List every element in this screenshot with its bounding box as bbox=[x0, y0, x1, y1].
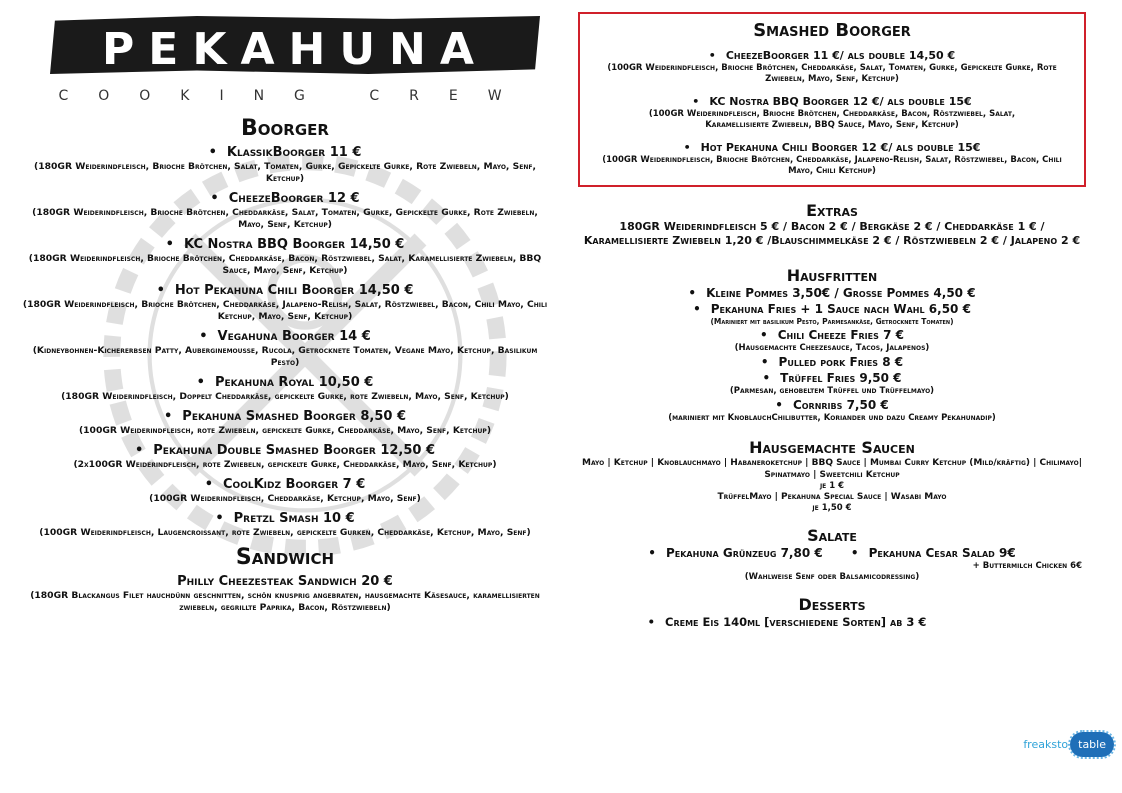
item-description: (180GR Weiderindfleisch, Brioche Brötchen, Cheddarkäse, Salat, Tomaten, Gurke, Gepickelte Gurke, Rote Zwiebeln, Mayo, Senf, Ketchup) bbox=[32, 207, 538, 230]
fries-item: • Pekahuna Fries + 1 Sauce nach Wahl 6,50 € bbox=[578, 301, 1086, 317]
item-description: (100GR Weiderindfleisch, Laugencroissant, rote Zwiebeln, gepickelte Gurken, Cheddarkäse, Ketchup, Mayo, Senf) bbox=[39, 527, 531, 538]
list-item bbox=[20, 477, 550, 505]
item-name: • Pretzl Smash 10 € bbox=[20, 511, 550, 527]
item-name: • KlassikBoorger 11 € bbox=[20, 145, 550, 161]
list-item bbox=[20, 237, 550, 277]
item-name: • CoolKidz Boorger 7 € bbox=[20, 477, 550, 493]
desserts-section-title: Desserts bbox=[798, 595, 866, 614]
fries-item: • Chili Cheeze Fries 7 € bbox=[578, 327, 1086, 343]
boorger-list bbox=[20, 145, 550, 539]
partner-logo-badge: table bbox=[1070, 732, 1114, 757]
sauces-price: je 1,50 € bbox=[812, 503, 852, 513]
list-item bbox=[20, 443, 550, 471]
salate-item: • Pekahuna Cesar Salad 9€ bbox=[851, 546, 1016, 560]
sauces-price: je 1 € bbox=[819, 481, 845, 491]
right-column bbox=[578, 12, 1086, 630]
item-name: Philly Cheezesteak Sandwich 20 € bbox=[177, 574, 393, 589]
sandwich-section-title: Sandwich bbox=[235, 545, 335, 570]
salate-item: • Pekahuna Grünzeug 7,80 € bbox=[648, 546, 822, 560]
desserts-item: • Creme Eis 140ml [verschiedene Sorten] ab 3 € bbox=[578, 614, 1086, 630]
item-description: (180GR Weiderindfleisch, Brioche Brötchen, Salat, Tomaten, Gurke, Gepickelte Gurke, Rote Zwiebeln, Mayo, Senf, Ketchup) bbox=[34, 161, 536, 184]
fries-item: • Kleine Pommes 3,50€ / Grosse Pommes 4,50 € bbox=[578, 285, 1086, 301]
list-item bbox=[20, 283, 550, 323]
list-item bbox=[20, 191, 550, 231]
logo-subtitle: COOKING CREW bbox=[58, 88, 532, 104]
item-name: • KC Nostra BBQ Boorger 12 €/ als double 15€ bbox=[584, 95, 1080, 109]
partner-logo-text: freaksto bbox=[1023, 738, 1069, 751]
fries-note: (Parmesan, gehobeltem Trüffel und Trüffelmayo) bbox=[729, 386, 935, 396]
boorger-section-title: Boorger bbox=[241, 116, 329, 141]
list-item bbox=[20, 511, 550, 539]
salate-note: (Wahlweise Senf oder Balsamicodressing) bbox=[744, 572, 920, 582]
item-description: (Kidneybohnen-Kichererbsen Patty, Auberginemousse, Rucola, Getrocknete Tomaten, Vegane Mayo, Ketchup, Basilikum Pesto) bbox=[32, 345, 538, 368]
item-description: (100GR Weiderindfleisch, rote Zwiebeln, gepickelte Gurke, Cheddarkäse, Mayo, Senf, Ketchup) bbox=[78, 425, 492, 436]
extras-section-title: Extras bbox=[806, 201, 858, 220]
item-name: • KC Nostra BBQ Boorger 14,50 € bbox=[20, 237, 550, 253]
sauces-section-title: Hausgemachte Saucen bbox=[749, 438, 915, 457]
item-name: • Hot Pekahuna Chili Boorger 14,50 € bbox=[20, 283, 550, 299]
extras-text: 180GR Weiderindfleisch 5 € / Bacon 2 € / Bergkäse 2 € / Cheddarkäse 1 € / Karamellisierte Zwiebeln 1,20 € /Blauschimmelkäse 2 € / Röstzwiebeln 2 € / Jalapeno 2 € bbox=[583, 220, 1081, 247]
smashed-boorger-box bbox=[578, 12, 1086, 187]
item-description: (2x100GR Weiderindfleisch, rote Zwiebeln, gepickelte Gurke, Cheddarkäse, Mayo, Senf, Ketchup) bbox=[73, 459, 497, 470]
left-menu-content bbox=[20, 116, 550, 614]
fries-note: (Hausgemachte Cheezesauce, Tacos, Jalapenos) bbox=[734, 343, 930, 353]
list-item bbox=[20, 329, 550, 369]
item-name: • Pekahuna Double Smashed Boorger 12,50 € bbox=[20, 443, 550, 459]
list-item bbox=[584, 141, 1080, 177]
item-description: (180GR Weiderindfleisch, Brioche Brötchen, Cheddarkäse, Bacon, Röstzwiebel, Salat, Karamellisierte Zwiebeln, BBQ Sauce, Mayo, Senf, Ketchup) bbox=[28, 253, 542, 276]
item-description: (100GR Weiderindfleisch, Brioche Brötchen, Cheddarkäse, Bacon, Röstzwiebel, Salat, Karamellisierte Zwiebeln, BBQ Sauce, Mayo, Senf, Ketchup) bbox=[648, 109, 1016, 130]
list-item bbox=[584, 95, 1080, 131]
item-name: • Pekahuna Royal 10,50 € bbox=[20, 375, 550, 391]
left-column bbox=[20, 10, 550, 620]
list-item bbox=[20, 375, 550, 403]
sandwich-item bbox=[20, 574, 550, 614]
salate-addon: + Buttermilch Chicken 6€ bbox=[972, 561, 1082, 571]
item-description: (100GR Weiderindfleisch, Cheddarkäse, Ketchup, Mayo, Senf) bbox=[149, 493, 421, 504]
fries-item: • Trüffel Fries 9,50 € bbox=[578, 370, 1086, 386]
smashed-section-title: Smashed Boorger bbox=[753, 20, 911, 41]
fries-item: • Cornribs 7,50 € bbox=[578, 397, 1086, 413]
item-name: • CheezeBoorger 12 € bbox=[20, 191, 550, 207]
item-name: • Pekahuna Smashed Boorger 8,50 € bbox=[20, 409, 550, 425]
item-name: • Hot Pekahuna Chili Boorger 12 €/ als double 15€ bbox=[584, 141, 1080, 155]
item-description: (180GR Weiderindfleisch, Brioche Brötchen, Cheddarkäse, Jalapeno-Relish, Salat, Röstzwiebel, Bacon, Chili Mayo, Chili Ketchup, Mayo, Senf, Ketchup) bbox=[22, 299, 548, 322]
sauces-list: TrüffelMayo | Pekahuna Special Sauce | Wasabi Mayo bbox=[717, 492, 947, 502]
list-item bbox=[584, 49, 1080, 85]
item-name: • CheezeBoorger 11 €/ als double 14,50 € bbox=[584, 49, 1080, 63]
fries-note: (mariniert mit KnoblauchChilibutter, Koriander und dazu Creamy Pekahunadip) bbox=[668, 413, 996, 423]
item-description: (100GR Weiderindfleisch, Brioche Brötchen, Cheddarkäse, Jalapeno-Relish, Salat, Röstzwiebel, Bacon, Chili Mayo, Chili Ketchup) bbox=[602, 155, 1062, 176]
partner-logo bbox=[1023, 732, 1114, 757]
item-description: (180GR Blackangus Filet hauchdünn geschnitten, schön knusprig angebraten, hausgemachte Käsesauce, karamellisierten zwiebeln, gegrillte Paprika, Bacon, Röstzwiebeln) bbox=[30, 590, 540, 613]
item-name: • Vegahuna Boorger 14 € bbox=[20, 329, 550, 345]
list-item bbox=[20, 409, 550, 437]
fries-section-title: Hausfritten bbox=[786, 266, 878, 285]
sauces-list: Mayo | Ketchup | Knoblauchmayo | Habaneroketchup | BBQ Sauce | Mumbai Curry Ketchup (Mild/kräftig) | Chilimayo| Spinatmayo | Sweetchili Ketchup bbox=[581, 458, 1083, 480]
item-description: (180GR Weiderindfleisch, Doppelt Cheddarkäse, gepickelte Gurke, rote Zwiebeln, Mayo, Senf, Ketchup) bbox=[61, 391, 509, 402]
logo-brand-text: PEKAHUNA bbox=[102, 24, 488, 75]
list-item bbox=[20, 145, 550, 185]
brand-logo bbox=[50, 10, 550, 110]
salate-section-title: Salate bbox=[807, 526, 857, 545]
item-description: (100GR Weiderindfleisch, Brioche Brötchen, Cheddarkäse, Salat, Tomaten, Gurke, Gepickelte Gurke, Rote Zwiebeln, Mayo, Senf, Ketchup) bbox=[607, 63, 1057, 84]
salate-items bbox=[578, 545, 1086, 561]
fries-item: • Pulled pork Fries 8 € bbox=[578, 354, 1086, 370]
fries-note: (Mariniert mit basilikum Pesto, Parmesankäse, Getrocknete Tomaten) bbox=[710, 317, 954, 326]
